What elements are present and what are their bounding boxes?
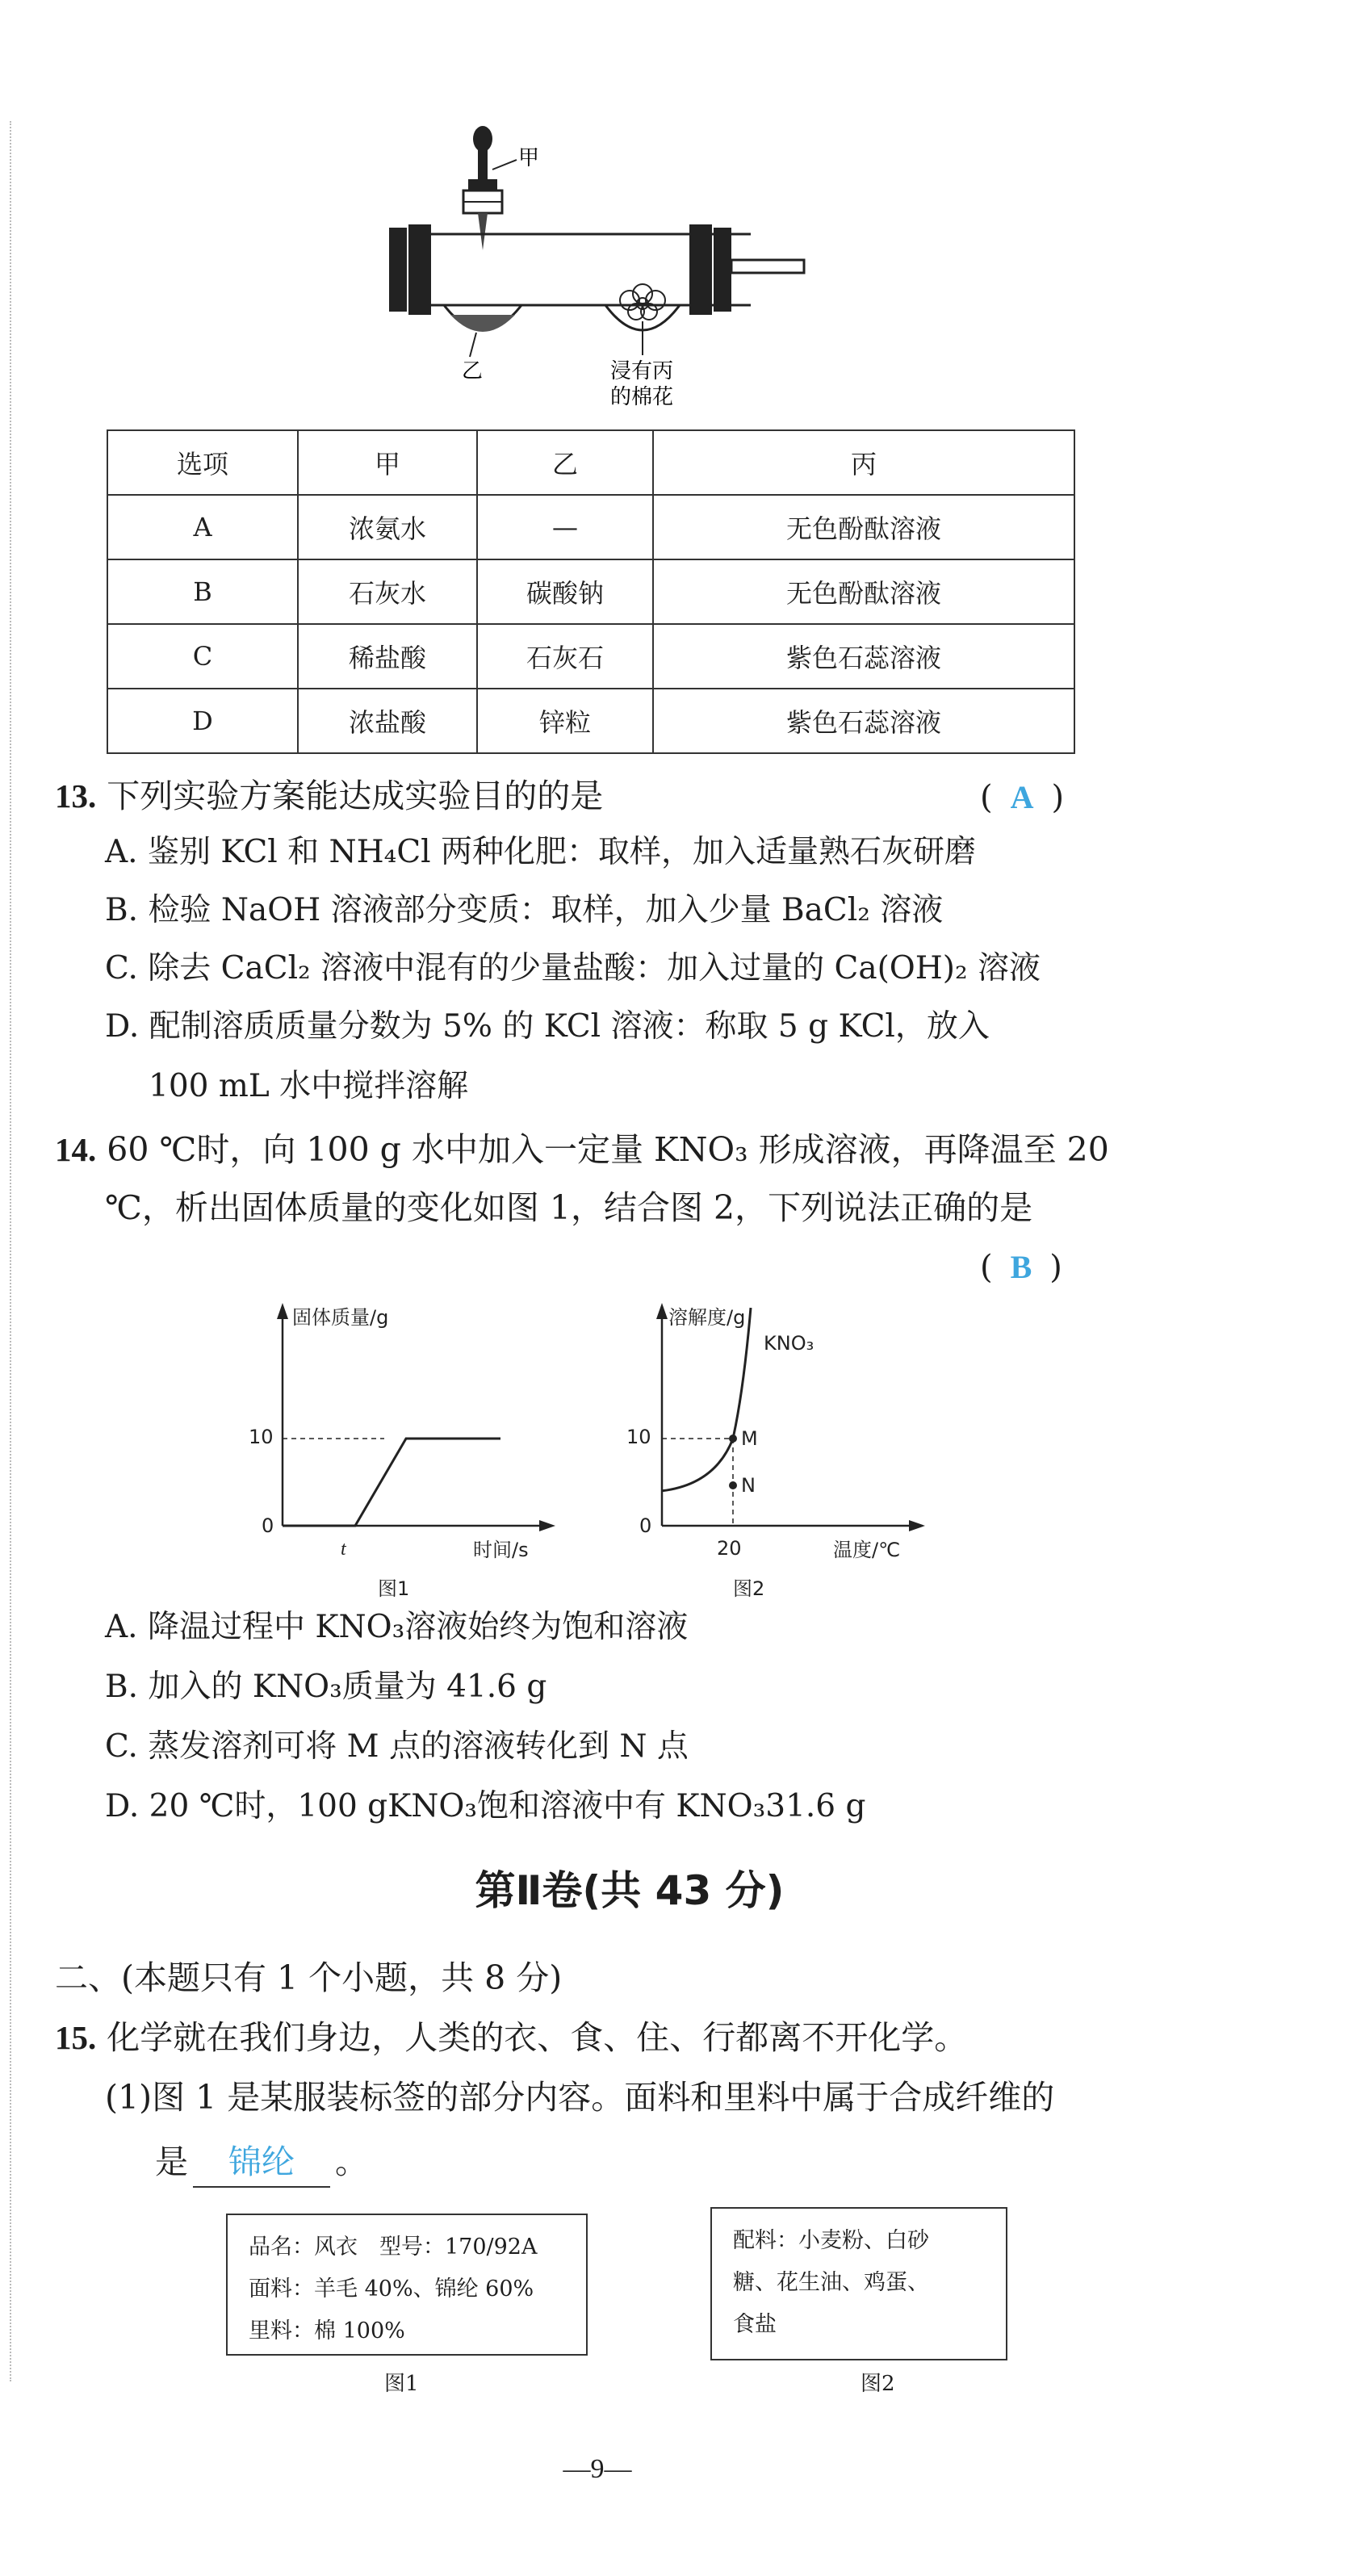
label-line-3: 里料：棉 100% <box>249 2318 405 2344</box>
point-n <box>729 1481 737 1489</box>
table-header: 选项 <box>107 430 298 495</box>
fig2-caption: 图2 <box>861 2372 895 2396</box>
y-axis-arrow <box>277 1303 288 1319</box>
table-cell: 石灰石 <box>477 624 653 689</box>
table-cell: 紫色石蕊溶液 <box>653 689 1074 753</box>
ingredients-line-1: 配料：小麦粉、白砂 <box>733 2228 929 2253</box>
paren-open: ( <box>980 779 993 816</box>
q14-option-d: D. 20 ℃时，100 gKNO₃饱和溶液中有 KNO₃31.6 g <box>105 1788 866 1824</box>
dropper-collar <box>468 179 497 191</box>
table-cell: 稀盐酸 <box>298 624 477 689</box>
q13-answer <box>980 778 1064 816</box>
q13-number: 13. <box>55 777 97 815</box>
x-axis-arrow <box>909 1520 925 1531</box>
series-line <box>283 1439 500 1526</box>
q14-option-a: A. 降温过程中 KNO₃溶液始终为饱和溶液 <box>105 1609 689 1645</box>
table-cell: 紫色石蕊溶液 <box>653 624 1074 689</box>
dropper-tip <box>478 213 488 250</box>
chart-figure-1 <box>242 1300 581 1598</box>
left-stopper <box>389 228 407 312</box>
q15-sub1-answer: 锦纶 <box>228 2142 295 2181</box>
apparatus-figure <box>379 121 831 412</box>
q15-sub1-line2 <box>155 2138 368 2188</box>
table-cell: — <box>477 495 653 559</box>
q14-answer <box>980 1248 1062 1286</box>
table-row <box>107 624 1074 689</box>
label-line-1: 品名：风衣 型号：170/92A <box>249 2235 538 2260</box>
point-m <box>729 1435 737 1443</box>
cotton-ball <box>620 284 665 320</box>
table-cell: 碳酸钠 <box>477 559 653 624</box>
ingredients-box <box>710 2207 1007 2360</box>
paren-close: ) <box>1051 779 1065 816</box>
tick-label-x-t: t <box>341 1539 346 1560</box>
label-bing-1: 浸有丙 <box>610 359 674 383</box>
clothing-label-box <box>226 2214 588 2356</box>
y-axis-arrow <box>656 1303 668 1319</box>
q13-stem-text: 下列实验方案能达成实验目的的是 <box>107 777 604 815</box>
dropper-bulb <box>473 126 492 152</box>
x-axis-label: 时间/s <box>473 1539 529 1561</box>
tick-label-y-0: 0 <box>262 1514 274 1537</box>
x-axis-label: 温度/℃ <box>833 1539 901 1561</box>
q14-option-c: C. 蒸发溶剂可将 M 点的溶液转化到 N 点 <box>105 1728 689 1765</box>
table-row <box>107 495 1074 559</box>
table-header: 甲 <box>298 430 477 495</box>
q14-stem <box>55 1125 1109 1174</box>
table-row <box>107 559 1074 624</box>
table-cell: B <box>107 559 298 624</box>
tick-label-x-20: 20 <box>717 1537 742 1560</box>
q13-stem <box>55 772 603 820</box>
y-axis-label: 溶解度/g <box>668 1306 746 1329</box>
q13-answer-value: A <box>1010 779 1034 815</box>
q14-answer-value: B <box>1010 1249 1032 1285</box>
q13-option-a: A. 鉴别 KCl 和 NH₄Cl 两种化肥：取样，加入适量熟石灰研磨 <box>105 834 977 870</box>
ingredients-line-2: 糖、花生油、鸡蛋、 <box>733 2270 929 2295</box>
section-title: 第Ⅱ卷(共 43 分) <box>475 1867 785 1914</box>
q15-sub1-suffix: 。 <box>335 2142 368 2181</box>
q14-number: 14. <box>55 1131 97 1168</box>
q14-stem-line1: 60 ℃时，向 100 g 水中加入一定量 KNO₃ 形成溶液，再降温至 20 <box>107 1130 1109 1169</box>
q13-option-b: B. 检验 NaOH 溶液部分变质：取样，加入少量 BaCl₂ 溶液 <box>105 892 944 928</box>
table-row <box>107 689 1074 753</box>
table-header: 丙 <box>653 430 1074 495</box>
q14-stem-line2: ℃，析出固体质量的变化如图 1，结合图 2，下列说法正确的是 <box>105 1188 1033 1227</box>
paren-open: ( <box>980 1249 993 1286</box>
page-number: —9— <box>563 2454 632 2484</box>
right-stopper <box>689 224 712 315</box>
margin-dotted-line <box>10 121 11 2381</box>
tick-label-y-10: 10 <box>249 1426 274 1448</box>
table-cell: D <box>107 689 298 753</box>
table-cell: 浓氨水 <box>298 495 477 559</box>
q15-stem-text: 化学就在我们身边，人类的衣、食、住、行都离不开化学。 <box>107 2018 968 2057</box>
table-header-row <box>107 430 1074 495</box>
table-cell: 石灰水 <box>298 559 477 624</box>
tick-label-y-10: 10 <box>626 1426 651 1448</box>
q13-option-c: C. 除去 CaCl₂ 溶液中混有的少量盐酸：加入过量的 Ca(OH)₂ 溶液 <box>105 950 1041 986</box>
point-n-label: N <box>741 1474 756 1497</box>
liquid-yi <box>450 315 515 332</box>
q15-number: 15. <box>55 2019 97 2056</box>
table-cell: 浓盐酸 <box>298 689 477 753</box>
q15-sub1-line1: (1)图 1 是某服装标签的部分内容。面料和里料中属于合成纤维的 <box>105 2078 1055 2117</box>
right-glass-tube <box>731 260 804 273</box>
chart-caption: 图2 <box>733 1577 765 1598</box>
table-header: 乙 <box>477 430 653 495</box>
tick-label-y-0: 0 <box>639 1514 652 1537</box>
dropper-neck <box>478 149 488 181</box>
table-cell: 锌粒 <box>477 689 653 753</box>
fig1-caption: 图1 <box>384 2372 419 2396</box>
label-bing-2: 的棉花 <box>610 385 674 409</box>
chart-figure-2 <box>613 1300 953 1598</box>
label-yi: 乙 <box>462 359 484 383</box>
table-cell: 无色酚酞溶液 <box>653 559 1074 624</box>
series-label-kno3: KNO₃ <box>764 1332 815 1355</box>
chart-caption: 图1 <box>378 1577 410 1598</box>
q15-answer-blank <box>193 2138 330 2188</box>
q13-option-d-cont: 100 mL 水中搅拌溶解 <box>149 1068 469 1104</box>
q15-sub1-prefix: 是 <box>155 2142 188 2181</box>
table-cell: 无色酚酞溶液 <box>653 495 1074 559</box>
q15-stem <box>55 2013 967 2062</box>
ingredients-line-3: 食盐 <box>733 2312 777 2337</box>
table-cell: C <box>107 624 298 689</box>
y-axis-label: 固体质量/g <box>292 1306 389 1329</box>
series-curve-kno3 <box>662 1308 751 1491</box>
x-axis-arrow <box>539 1520 555 1531</box>
paren-close: ) <box>1049 1249 1062 1286</box>
table-cell: A <box>107 495 298 559</box>
q14-option-b: B. 加入的 KNO₃质量为 41.6 g <box>105 1669 547 1705</box>
label-jia: 甲 <box>518 146 540 170</box>
point-m-label: M <box>741 1427 758 1450</box>
part-heading: 二、(本题只有 1 个小题，共 8 分) <box>55 1958 563 1997</box>
q13-option-d: D. 配制溶质质量分数为 5% 的 KCl 溶液：称取 5 g KCl，放入 <box>105 1008 990 1045</box>
label-line-2: 面料：羊毛 40%、锦纶 60% <box>249 2277 534 2302</box>
q12-options-table <box>107 429 1075 754</box>
